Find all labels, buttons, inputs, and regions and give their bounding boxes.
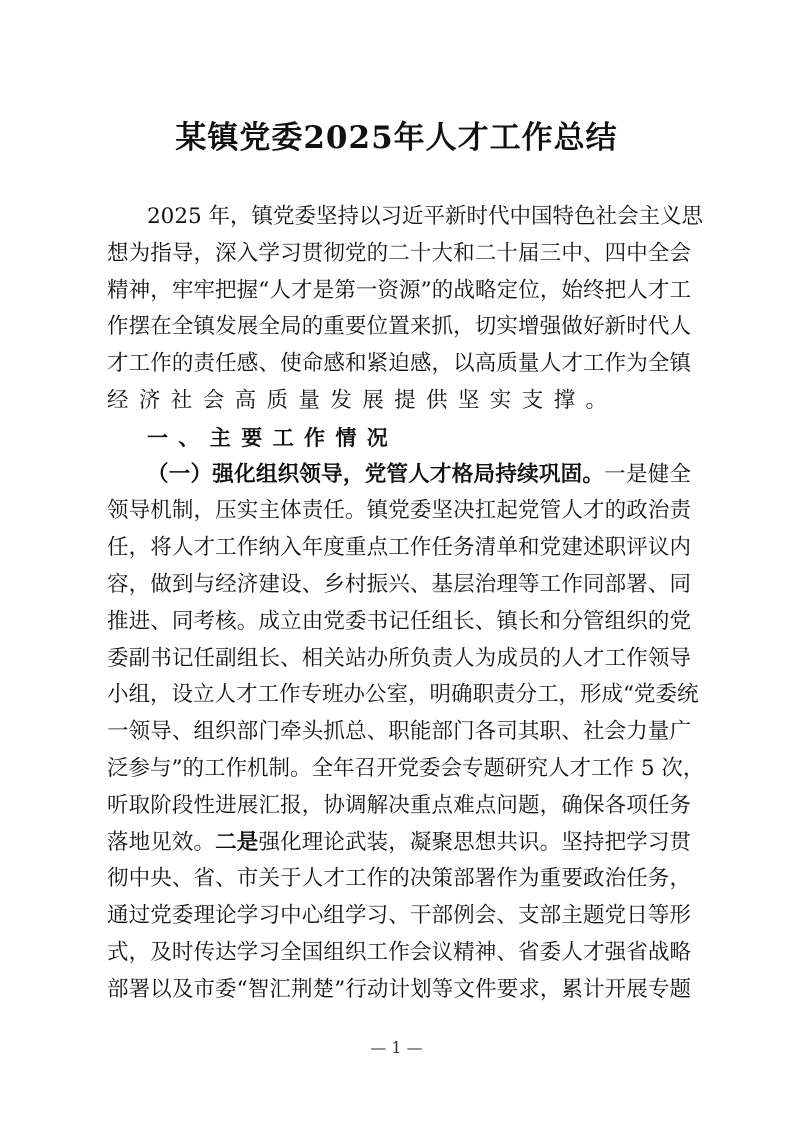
page-number: — 1 — <box>370 1038 423 1057</box>
document-body <box>107 199 705 1009</box>
text-line <box>107 861 691 898</box>
text-segment: 推进、同考核。成立由党委书记任组长、镇长和分管组织的党 <box>107 608 691 634</box>
text-segment: 式，及时传达学习全国组织工作会议精神、省委人才强省战略 <box>107 939 691 965</box>
section-heading <box>107 420 691 457</box>
text-segment: 一、主要工作情况 <box>147 425 399 450</box>
text-line <box>107 751 705 788</box>
text-line <box>107 457 691 494</box>
text-segment: 才工作的责任感、使命感和紧迫感，以高质量人才工作为全镇 <box>107 351 691 377</box>
text-segment: 容，做到与经济建设、乡村振兴、基层治理等工作同部署、同 <box>107 571 691 597</box>
text-segment: 一是健全 <box>604 461 691 487</box>
text-segment: 经济社会高质量发展提供坚实支撑。 <box>107 387 618 413</box>
bold-text: （一）强化组织领导，党管人才格局持续巩固。 <box>147 461 605 487</box>
text-line <box>107 383 691 420</box>
text-line <box>107 604 691 641</box>
text-segment: 委副书记任副组长、相关站办所负责人为成员的人才工作领导 <box>107 645 691 671</box>
text-segment: 部署以及市委“智汇荆楚”行动计划等文件要求，累计开展专题 <box>107 976 691 1002</box>
bold-text: 二是 <box>215 829 259 855</box>
text-line <box>107 972 691 1009</box>
text-line <box>107 567 691 604</box>
text-line <box>107 199 704 236</box>
text-line <box>107 493 691 530</box>
text-segment: 作摆在全镇发展全局的重要位置来抓，切实增强做好新时代人 <box>107 314 691 340</box>
text-segment: 小组，设立人才工作专班办公室，明确职责分工，形成“党委统 <box>107 682 699 708</box>
text-segment: 落地见效。 <box>107 829 216 855</box>
text-line <box>107 677 699 714</box>
text-line <box>107 788 691 825</box>
text-segment: 领导机制，压实主体责任。镇党委坚决扛起党管人才的政治责 <box>107 498 691 524</box>
text-line <box>107 898 691 935</box>
document-title: 某镇党委2025年人才工作总结 <box>175 120 618 156</box>
text-segment: 听取阶段性进展汇报，协调解决重点难点问题，确保各项任务 <box>107 792 691 818</box>
text-segment: 2025 年，镇党委坚持以习近平新时代中国特色社会主义思 <box>147 204 704 229</box>
text-segment: 想为指导，深入学习贯彻党的二十大和二十届三中、四中全会 <box>107 240 691 266</box>
text-line <box>107 530 691 567</box>
text-segment: 一领导、组织部门牵头抓总、职能部门各司其职、社会力量广 <box>107 719 691 745</box>
text-line <box>107 309 691 346</box>
text-line <box>107 346 691 383</box>
text-segment: 通过党委理论学习中心组学习、干部例会、支部主题党日等形 <box>107 903 691 929</box>
text-line <box>107 641 691 678</box>
text-line <box>107 273 691 310</box>
text-line <box>107 825 691 862</box>
text-segment: 精神，牢牢把握“人才是第一资源”的战略定位，始终把人才工 <box>107 277 691 303</box>
text-line <box>107 935 691 972</box>
text-line <box>107 236 691 273</box>
text-segment: 彻中央、省、市关于人才工作的决策部署作为重要政治任务， <box>107 866 691 892</box>
text-segment: 强化理论武装，凝聚思想共识。坚持把学习贯 <box>258 829 691 855</box>
text-line <box>107 714 691 751</box>
text-segment: 泛参与”的工作机制。全年召开党委会专题研究人才工作 5 次， <box>107 755 705 781</box>
text-segment: 任，将人才工作纳入年度重点工作任务清单和党建述职评议内 <box>107 535 691 561</box>
